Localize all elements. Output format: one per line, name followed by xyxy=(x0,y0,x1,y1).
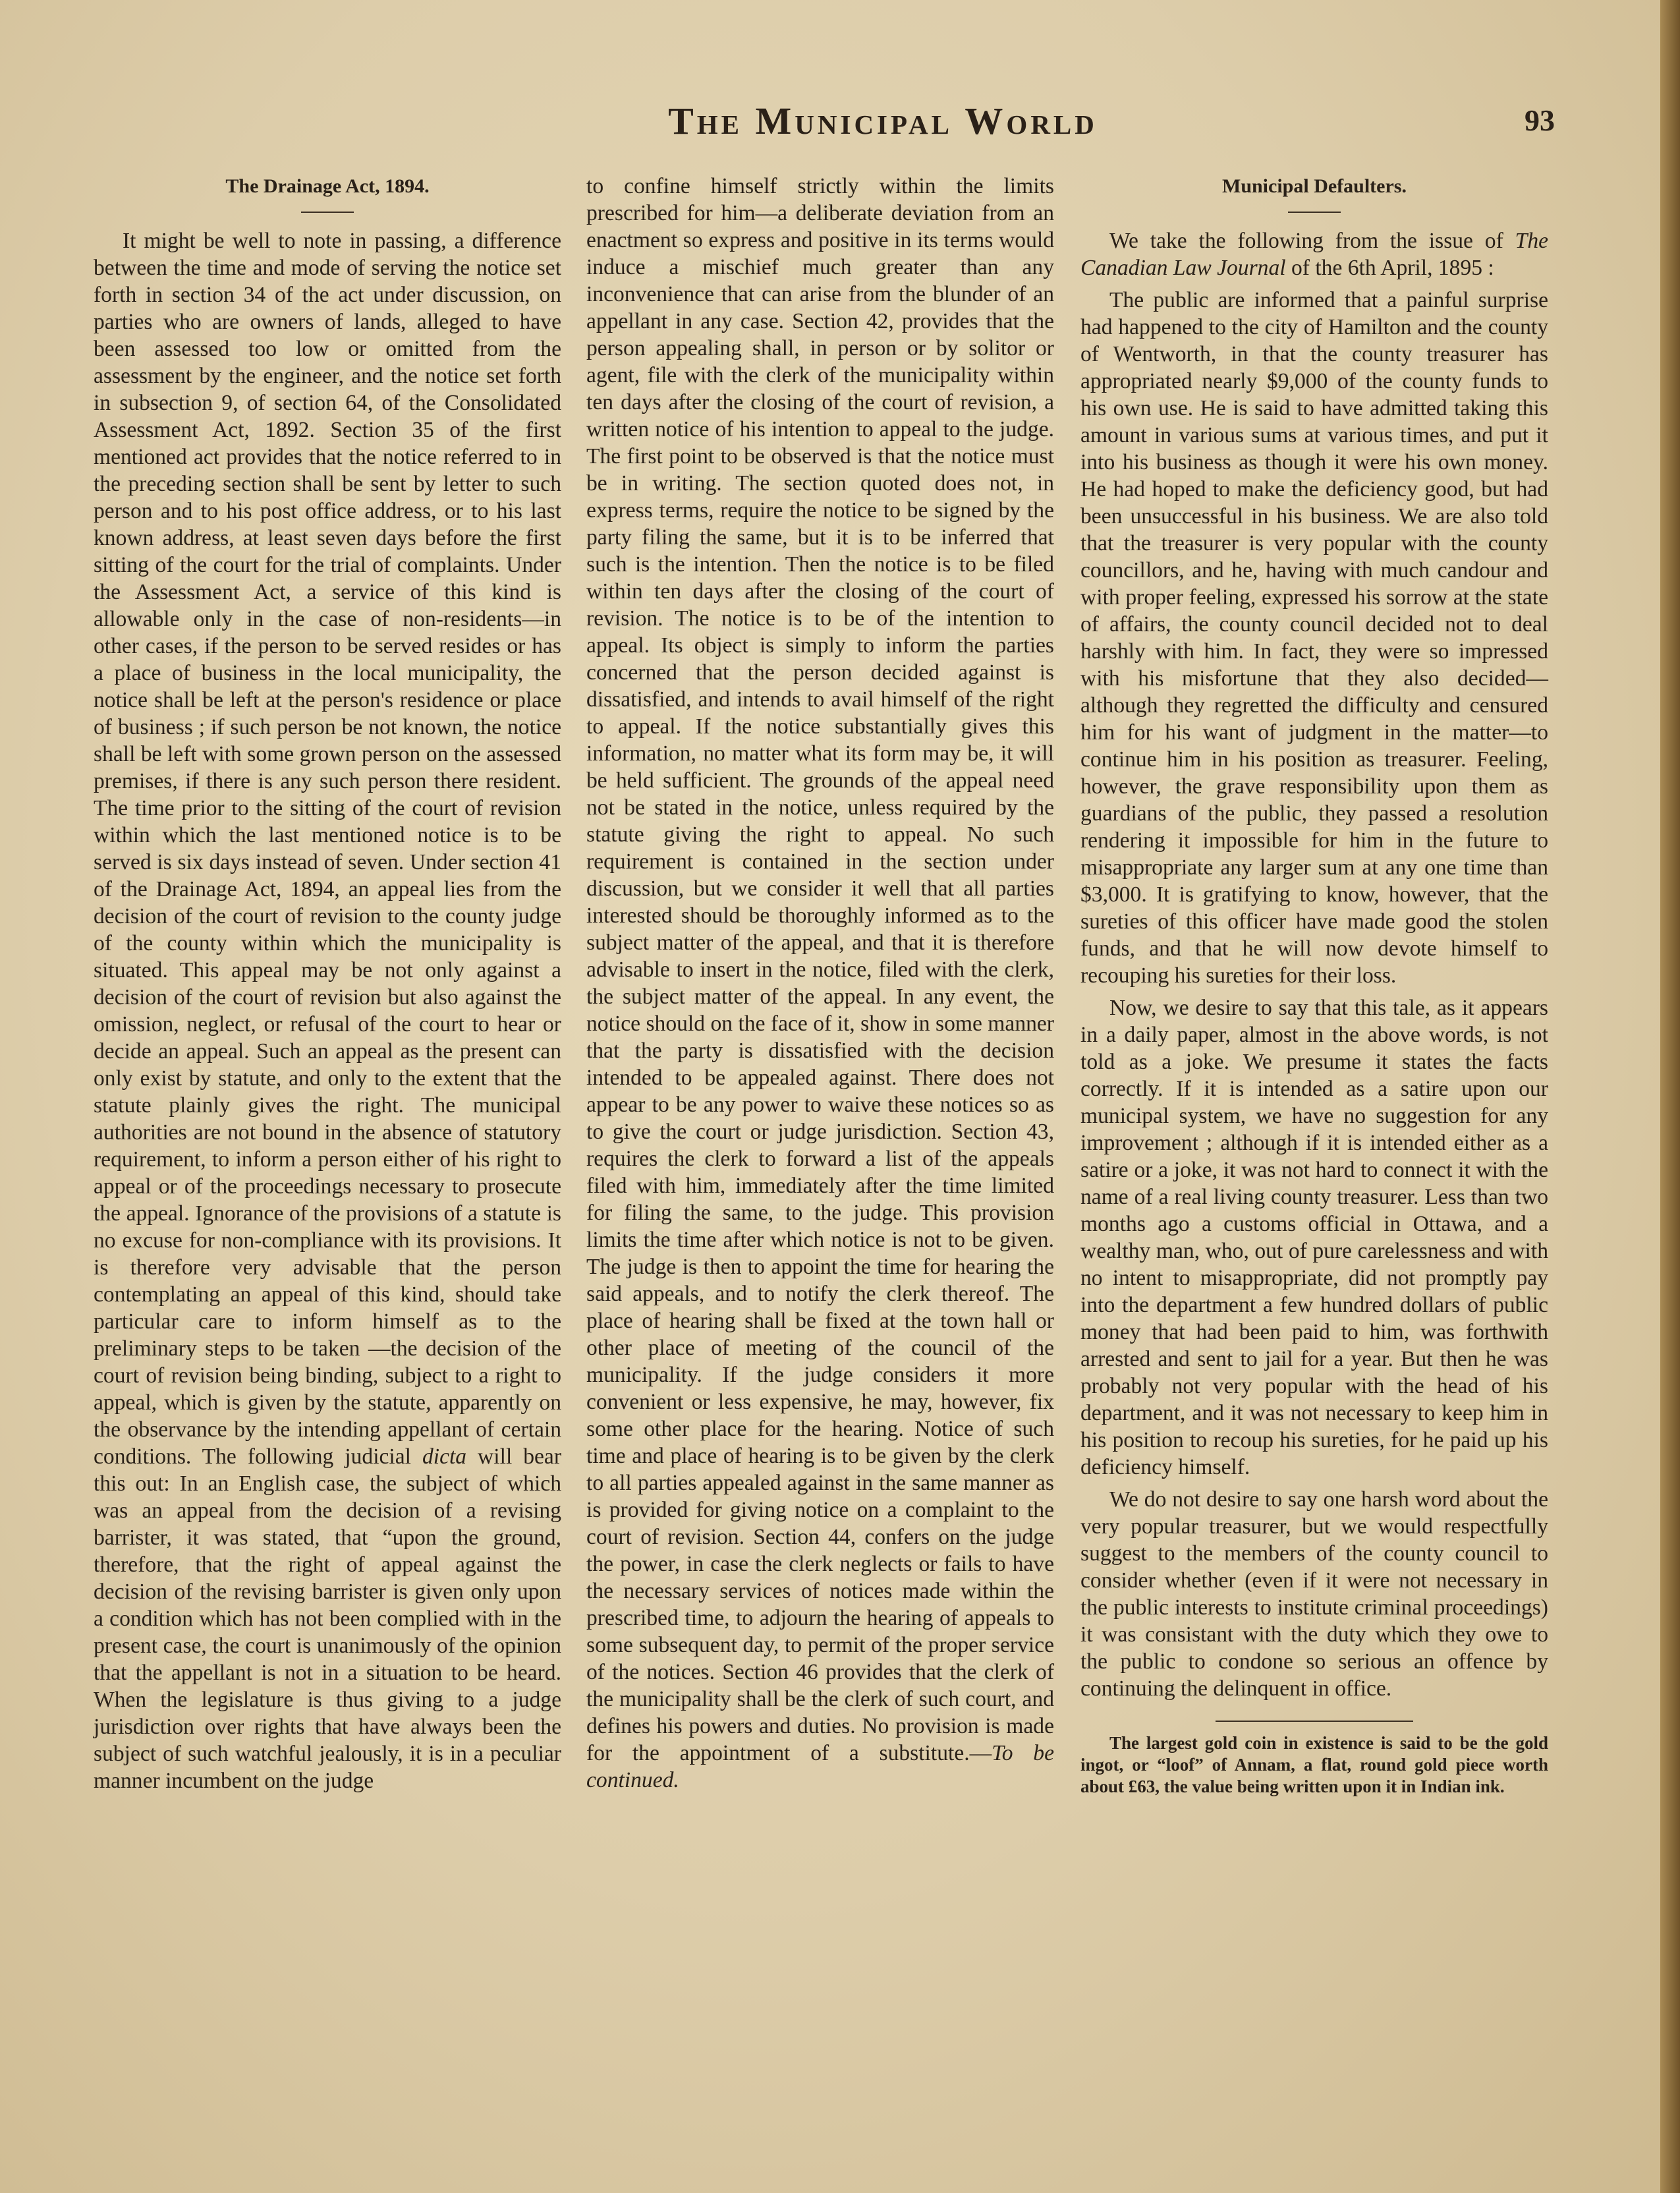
article-title-drainage-act: The Drainage Act, 1894. xyxy=(225,175,430,197)
article-paragraph xyxy=(94,227,561,1794)
to-be-continued: To be continued. xyxy=(586,1741,1054,1792)
article-text-continued: will bear this out: In an English case, the subject of which was an appeal from the decision of a revising barrister, it was stated, that “upon the ground, therefore, that the right of appeal against the decision of the revising barrister is given only upon a condition which has not been complied with in the present case, the court is unanimously of the opinion that the appellant is not in a situation to be heard. When the legislature is thus giving to a judge jurisdiction over rights that have always been the subject of such watchful jealously, it is in a peculiar manner incumbent on the judge xyxy=(94,1444,562,1793)
masthead: The Municipal World xyxy=(668,100,1098,142)
footnote-rule xyxy=(1216,1721,1413,1722)
column-3 xyxy=(1080,173,1548,1803)
title-rule xyxy=(1288,212,1341,213)
page-edge xyxy=(1660,0,1680,2193)
dicta-word: dicta xyxy=(422,1444,467,1469)
article-text: It might be well to note in passing, a difference between the time and mode of serving the notice set forth in section 34 of the act under discussion, on parties who are owners of lands, alleged to have been assessed too low or omitted from the assessment by the engineer, and the notice set forth in subsection 9, of section 64, of the Consolidated Assessment Act, 1892. Section 35 of the first mentioned act provides that the notice referred to in the preceding section shall be sent by letter to such person and to his post office address, or to his last known address, at least seven days before the first sitting of the court for the trial of complaints. Under the Assessment Act, a service of this kind is allowable only in the case of non-residents—in other cases, if the person to be served resides or has a place of business in the local municipality, the notice shall be left at the person's residence or place of business ; if such person be not known, the notice shall be left with some grown person on the assessed premises, if there is any such person there resident. The time prior to the sitting of the court of revision within which the last mentioned notice is to be served is six days instead of seven. Under section 41 of the Drainage Act, 1894, an appeal lies from the decision of the court of revision to the county judge of the county within which the municipality is situated. This appeal may be not only against a decision of the court of revision but also against the omission, neglect, or refusal of the court to hear or decide an appeal. Such an appeal as the present can only exist by statute, and only to the extent that the statute plainly gives the right. The municipal authorities are not bound in the absence of statutory requirement, to inform a person either of his right to appeal or of the proceedings necessary to prosecute the appeal. Ignorance of the provisions of a statute is no excuse for non-compliance with its provisions. It is therefore very advisable that the person contemplating an appeal of this kind, should take particular care to inform himself as to the preliminary steps to be taken —the decision of the court of revision being binding, subject to a right to appeal, which is given by the statute, apparently on the observance by the intending appellant of certain conditions. The following judicial xyxy=(94,229,561,1469)
page-header xyxy=(79,99,1555,152)
journal-name: The Canadian Law Journal xyxy=(1080,229,1549,280)
title-rule xyxy=(301,212,354,213)
gold-coin-note: The largest gold coin in existence is said to be the gold ingot, or “loof” of Annam, a flat, round gold piece worth about £63, the value being written upon it in Indian ink. xyxy=(1080,1733,1548,1796)
column-2 xyxy=(586,173,1054,1799)
quoted-paragraph: The public are informed that a painful surprise had happened to the city of Hamilton and the county of Wentworth, in that the county treasurer has appropriated nearly $9,000 of the county funds to his own use. He is said to have admitted taking this amount in various sums at various times, and put it into his business as though it were his own money. He had hoped to make the deficiency good, but had been unsuccessful in his business. We are also told that the treasurer is very popular with the county councillors, and he, having with much candour and with proper feeling, expressed his sorrow at the state of affairs, the county council decided not to deal harshly with him. In fact, they were so impressed with his misfortune that they also decided—although they regretted the difficulty and censured him for his want of judgment in the matter—to continue him in his position as treasurer. Feeling, however, the grave responsibility upon them as guardians of the public, they passed a resolution rendering it impossible for him in the future to misappropriate any larger sum at any one time than $3,000. It is gratifying to know, however, that the sureties of this officer have made good the stolen funds, and that he will now devote himself to recouping his sureties for their loss. xyxy=(1080,288,1548,988)
intro-text: We take the following from the issue of xyxy=(1109,229,1503,253)
intro-paragraph xyxy=(1080,227,1548,281)
page-number: 93 xyxy=(1525,103,1555,137)
article-paragraph-continued xyxy=(586,173,1054,1794)
intro-date: of the 6th April, 1895 : xyxy=(1291,256,1494,280)
commentary-paragraph: Now, we desire to say that this tale, as it appears in a daily paper, almost in the above words, is not told as a joke. We presume it states the facts correctly. If it is intended as a satire upon our municipal system, we have no suggestion for any improvement ; although if it is intended either as a satire or a joke, it was not hard to connect it with the name of a real living county treasurer. Less than two months ago a customs official in Ottawa, and a wealthy man, who, out of pure carelessness and with no intent to misappropriate, did not promptly pay into the department a few hundred dollars of public money that had been paid to him, was forthwith arrested and sent to jail for a year. But then he was probably not very popular with the head of his department, and it was not necessary to keep him in his position to recoup his sureties, for he paid up his deficiency himself. xyxy=(1080,996,1548,1479)
article-title-municipal-defaulters: Municipal Defaulters. xyxy=(1222,175,1407,197)
column-1 xyxy=(94,173,561,1800)
column2-text: to confine himself strictly within the limits prescribed for him—a deliberate deviation from an enactment so express and positive in its terms would induce a mischief much greater than any inconvenience that can arise from the blunder of an appellant in any case. Section 42, provides that the person appealing shall, in person or by solitor or agent, file with the clerk of the municipality within ten days after the closing of the court of revision, a written notice of his intention to appeal to the judge. The first point to be observed is that the notice must be in writing. The section quoted does not, in express terms, require the notice to be signed by the party filing the same, but it is to be inferred that such is the intention. Then the notice is to be filed within ten days after the closing of the court of revision. The notice is to be of the intention to appeal. Its object is simply to inform the parties concerned that the person decided against is dissatisfied, and intends to avail himself of the right to appeal. If the notice substantially gives this information, no matter what its form may be, it will be held sufficient. The grounds of the appeal need not be stated in the notice, unless required by the statute giving the right to appeal. No such requirement is contained in the section under discussion, but we consider it well that all parties interested should be thoroughly informed as to the subject matter of the appeal, and that it is therefore advisable to insert in the notice, filed with the clerk, the subject matter of the appeal. In any event, the notice should on the face of it, show in some manner that the party is dissatisfied with the decision intended to be appealed against. There does not appear to be any power to waive these notices so as to give the court or judge jurisdiction. Section 43, requires the clerk to forward a list of the appeals filed with him, immediately after the time limited for filing the same, to the judge. This provision limits the time after which notice is not to be given. The judge is then to appoint the time for hearing the said appeals, and to notify the clerk thereof. The place of hearing shall be fixed at the town hall or other place of meeting of the council of the municipality. If the judge considers it more convenient or less expensive, he may, however, fix some other place for the hearing. Notice of such time and place of hearing is to be given by the clerk to all parties appealed against in the same manner as is provided for giving notice on a complaint to the court of revision. Section 44, confers on the judge the power, in case the clerk neglects or fails to have the necessary services of notices made within the prescribed time, to adjourn the hearing of appeals to some subsequent day, to permit of the proper service of the notices. Section 46 provides that the clerk of the municipality shall be the clerk of such court, and defines his powers and duties. No provision is made for the appointment of a substitute.— xyxy=(586,174,1054,1765)
closing-paragraph: We do not desire to say one harsh word about the very popular treasurer, but we would respectfully suggest to the members of the county council to consider whether (even if it were not necessary in the public interests to institute criminal proceedings) it was consistant with the duty which they owe to the public to condone so serious an offence by continuing the delinquent in office. xyxy=(1080,1487,1548,1701)
